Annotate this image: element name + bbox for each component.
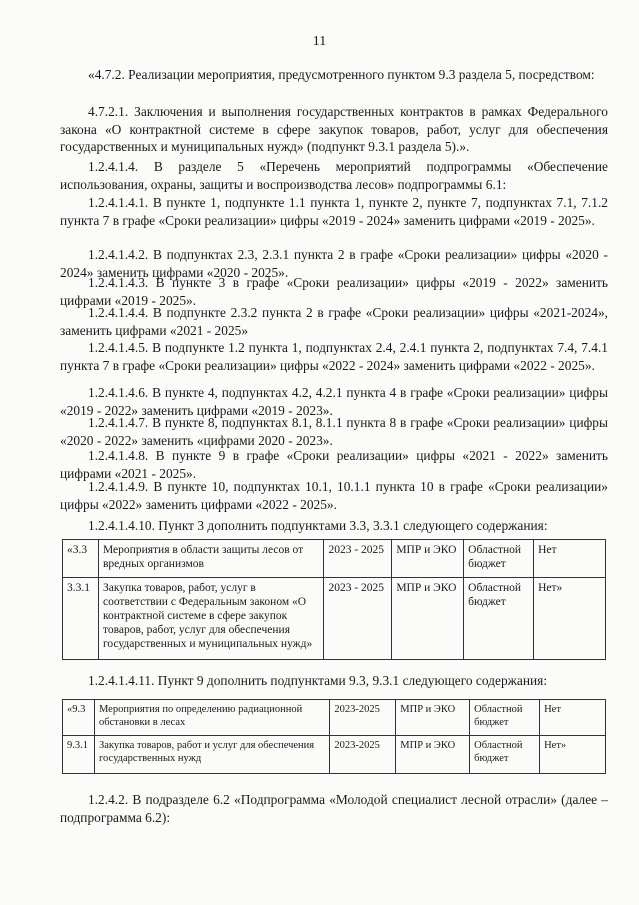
cell-flag: Нет»: [534, 578, 606, 660]
cell-executor: МПР и ЭКО: [396, 700, 470, 736]
page-number: 11: [312, 34, 327, 49]
cell-executor: МПР и ЭКО: [392, 578, 464, 660]
cell-source: Областной бюджет: [464, 540, 534, 578]
cell-period: 2023-2025: [330, 736, 396, 774]
cell-flag: Нет»: [540, 736, 606, 774]
paragraph: 4.7.2.1. Заключения и выполнения государственных контрактов в рамках Федерального закона «О контрактной системе в сфере закупок товаров, работ, услуг для обеспечения государственных и муниципальных нужд» (подпункт 9.3.1 раздела 5).».: [60, 104, 608, 155]
paragraph: 1.2.4.1.4.3. В пункте 3 в графе «Сроки реализации» цифры «2019 - 2022» заменить цифрами «2019 - 2025».: [60, 275, 608, 308]
cell-period: 2023 - 2025: [324, 578, 392, 660]
paragraph: 1.2.4.1.4.8. В пункте 9 в графе «Сроки реализации» цифры «2021 - 2022» заменить цифрами «2021 - 2025».: [60, 448, 608, 481]
cell-period: 2023-2025: [330, 700, 396, 736]
cell-number: «3.3: [63, 540, 99, 578]
table-row: [63, 700, 606, 736]
paragraph: 1.2.4.1.4.6. В пункте 4, подпунктах 4.2, 4.2.1 пункта 4 в графе «Сроки реализации» цифры «2019 - 2022» заменить цифрами «2019 - 2023».: [60, 385, 608, 418]
table-row: [63, 736, 606, 774]
cell-source: Областной бюджет: [464, 578, 534, 660]
paragraph: 1.2.4.2. В подразделе 6.2 «Подпрограмма «Молодой специалист лесной отрасли» (далее – подпрограмма 6.2):: [60, 792, 608, 825]
paragraph: 1.2.4.1.4.9. В пункте 10, подпунктах 10.1, 10.1.1 пункта 10 в графе «Сроки реализации» цифры «2022» заменить цифрами «2022 - 2025».: [60, 479, 608, 512]
cell-flag: Нет: [534, 540, 606, 578]
paragraph: 1.2.4.1.4.10. Пункт 3 дополнить подпунктами 3.3, 3.3.1 следующего содержания:: [88, 518, 548, 533]
cell-executor: МПР и ЭКО: [392, 540, 464, 578]
paragraph: 1.2.4.1.4.1. В пункте 1, подпункте 1.1 пункта 1, пункте 2, пункте 7, подпунктах 7.1, 7.1.2 пункта 7 в графе «Сроки реализации» цифры «2019 - 2024» заменить цифрами «2019 - 2025».: [60, 195, 608, 228]
paragraph: «4.7.2. Реализации мероприятия, предусмотренного пунктом 9.3 раздела 5, посредством:: [88, 67, 595, 82]
paragraph: 1.2.4.1.4.4. В подпункте 2.3.2 пункта 2 в графе «Сроки реализации» цифры «2021-2024», заменить цифрами «2021 - 2025»: [60, 305, 608, 338]
paragraph: 1.2.4.1.4.5. В подпункте 1.2 пункта 1, подпунктах 2.4, 2.4.1 пункта 2, подпунктах 7.4, 7.4.1 пункта 7 в графе «Сроки реализации» цифры «2022 - 2024» заменить цифрами «2022 - 2025».: [60, 340, 608, 373]
cell-name: Закупка товаров, работ и услуг для обеспечения государственных нужд: [94, 736, 329, 774]
cell-number: 3.3.1: [63, 578, 99, 660]
cell-period: 2023 - 2025: [324, 540, 392, 578]
table-row: [63, 578, 606, 660]
cell-flag: Нет: [540, 700, 606, 736]
cell-source: Областной бюджет: [470, 736, 540, 774]
table-subpoints-3-3: [62, 539, 606, 660]
cell-source: Областной бюджет: [470, 700, 540, 736]
cell-executor: МПР и ЭКО: [396, 736, 470, 774]
cell-name: Мероприятия по определению радиационной обстановки в лесах: [94, 700, 329, 736]
paragraph: 1.2.4.1.4.2. В подпунктах 2.3, 2.3.1 пункта 2 в графе «Сроки реализации» цифры «2020 - 2024» заменить цифрами «2020 - 2025».: [60, 247, 608, 280]
paragraph: 1.2.4.1.4. В разделе 5 «Перечень мероприятий подпрограммы «Обеспечение использования, охраны, защиты и воспроизводства лесов» подпрограммы 6.1:: [60, 159, 608, 192]
paragraph: 1.2.4.1.4.11. Пункт 9 дополнить подпунктами 9.3, 9.3.1 следующего содержания:: [88, 673, 548, 688]
cell-number: «9.3: [63, 700, 95, 736]
cell-name: Мероприятия в области защиты лесов от вредных организмов: [98, 540, 323, 578]
table-row: [63, 540, 606, 578]
paragraph: 1.2.4.1.4.7. В пункте 8, подпунктах 8.1, 8.1.1 пункта 8 в графе «Сроки реализации» цифры «2020 - 2022» заменить «цифрами 2020 - 2023».: [60, 415, 608, 448]
cell-name: Закупка товаров, работ, услуг в соответствии с Федеральным законом «О контрактной системе в сфере закупок товаров, работ, услуг для обеспечения государственных и муниципальных нужд»: [98, 578, 323, 660]
table-subpoints-9-3: [62, 699, 606, 774]
cell-number: 9.3.1: [63, 736, 95, 774]
